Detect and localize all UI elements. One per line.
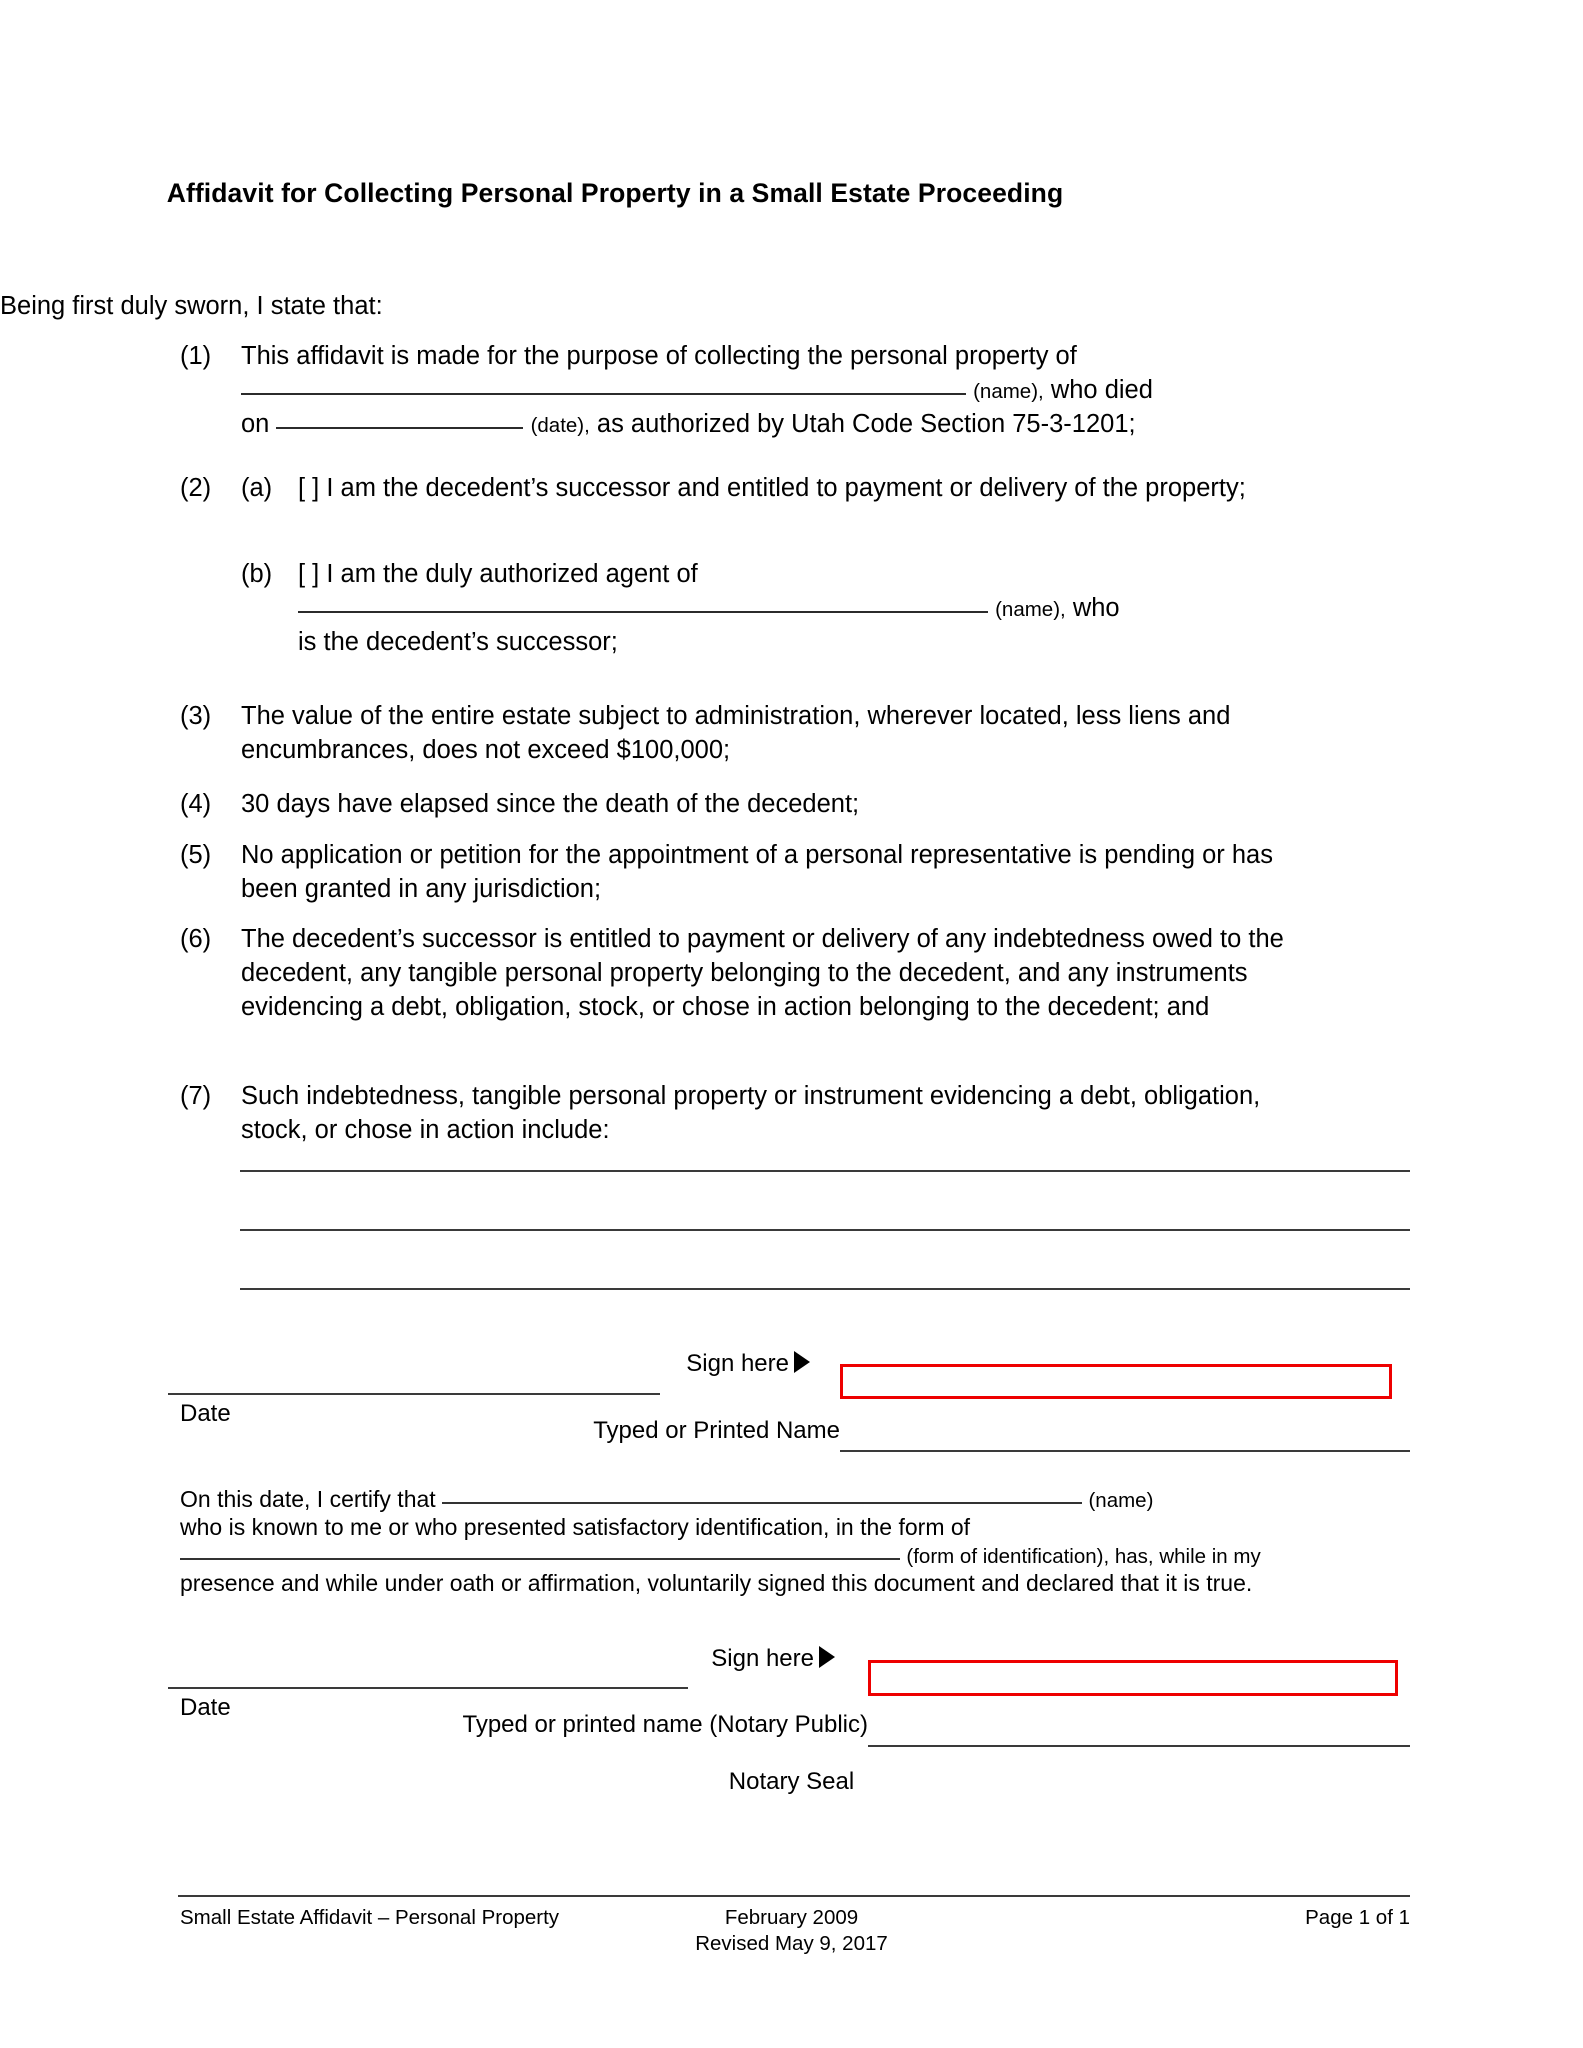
footer-left-text: Small Estate Affidavit – Personal Property [180,1906,560,1929]
item-body-5: No application or petition for the appointment of a personal representative is pending or has been granted in any jurisdiction; [241,841,1273,903]
notary-name-blank[interactable] [442,1501,1082,1504]
notary-typed-name-line[interactable] [868,1745,1410,1747]
item-body-6: The decedent’s successor is entitled to payment or delivery of any indebtedness owed to the decedent, any tangible personal property belonging to the decedent, and any instruments evidencing a debt, obligation, stock, or chose in action belonging to the decedent; and [241,925,1284,1021]
utah-code-citation: as authorized by Utah Code Section 75-3-1201; [596,409,1136,438]
item-2a-label: (a) [241,474,273,502]
item-1-line1: This affidavit is made for the purpose of collecting the personal property of [241,342,1077,370]
page-title: Affidavit for Collecting Personal Property in a Small Estate Proceeding [166,178,1064,208]
on-word: on [241,409,270,438]
notary-line2: who is known to me or who presented satisfactory identification, in the form of [180,1514,971,1541]
affiant-signature-box[interactable] [840,1364,1392,1399]
list-item-2b [180,558,1410,660]
notary-line4: presence and while under oath or affirmation, voluntarily signed this document and declared that it is true. [180,1570,1253,1597]
affiant-date-line[interactable] [168,1393,660,1395]
notary-date-label: Date [180,1694,231,1721]
affiant-typed-name-label: Typed or Printed Name [593,1417,840,1444]
notary-sign-here-label [545,1645,835,1673]
item-number-4: (4) [180,790,212,818]
identification-form-blank[interactable] [180,1557,900,1560]
item-number-2-spacer [180,558,241,660]
list-item-6 [180,923,1410,1025]
list-item-7 [180,1080,1410,1148]
notary-date-line[interactable] [168,1687,688,1689]
item-number-6: (6) [180,925,212,953]
item-number-7: (7) [180,1082,212,1110]
name-tag-1: (name), [973,379,1044,403]
item-2b-tail: is the decedent’s successor; [298,627,618,656]
property-write-in-line-3[interactable] [240,1288,1410,1290]
notary-signature-box[interactable] [868,1660,1398,1696]
arrow-right-icon-2 [819,1646,835,1668]
affiant-typed-name-line[interactable] [840,1450,1410,1452]
who-died-text: who died [1050,375,1153,404]
item-body-7: Such indebtedness, tangible personal property or instrument evidencing a debt, obligation, stock, or chose in action include: [241,1082,1261,1144]
who-word-2: who [1072,593,1120,622]
property-write-in-line-2[interactable] [240,1229,1410,1231]
notary-sign-here-text: Sign here [711,1645,814,1672]
date-tag-1: (date), [530,413,590,437]
property-write-in-line-1[interactable] [240,1170,1410,1172]
item-2b-label: (b) [241,560,273,588]
notary-certification-paragraph [180,1485,1430,1597]
arrow-right-icon [794,1351,810,1373]
list-item-2a [180,472,1410,506]
item-number-1: (1) [180,342,212,370]
list-item-5 [180,839,1410,907]
affiant-date-label: Date [180,1400,231,1427]
item-2a-body[interactable]: [ ] I am the decedent’s successor and entitled to payment or delivery of the property; [298,474,1246,502]
affiant-sign-here-text: Sign here [686,1350,789,1377]
identification-form-tag: (form of identification), has, while in my [906,1545,1261,1569]
notary-seal-label: Notary Seal [728,1768,855,1795]
list-item-3 [180,700,1410,768]
item-body-4: 30 days have elapsed since the death of the decedent; [241,790,860,818]
decedent-name-blank[interactable] [241,392,966,395]
notary-line1-lead: On this date, I certify that [180,1486,436,1512]
item-2b-text[interactable]: [ ] I am the duly authorized agent of [298,560,698,588]
item-number-5: (5) [180,841,212,869]
list-item-4 [180,788,1410,822]
list-item-1 [180,340,1410,442]
footer-revised-date: Revised May 9, 2017 [695,1932,888,1956]
notary-name-tag: (name) [1088,1489,1154,1512]
intro-sentence: Being first duly sworn, I state that: [0,292,383,320]
item-body-1 [241,340,1410,442]
footer-date: February 2009 [724,1906,859,1929]
item-number-2: (2) [180,474,212,502]
death-date-blank[interactable] [276,426,523,429]
footer-divider [178,1895,1410,1897]
successor-name-blank[interactable] [298,610,988,613]
item-2b-body [298,558,1410,660]
affiant-sign-here-label [520,1350,810,1378]
footer-page-number: Page 1 of 1 [1305,1906,1410,1929]
item-number-3: (3) [180,702,212,730]
name-tag-2: (name), [995,597,1066,621]
notary-typed-name-label: Typed or printed name (Notary Public) [462,1711,868,1738]
item-body-3: The value of the entire estate subject to administration, wherever located, less liens and encumbrances, does not exceed $100,000; [241,702,1231,764]
